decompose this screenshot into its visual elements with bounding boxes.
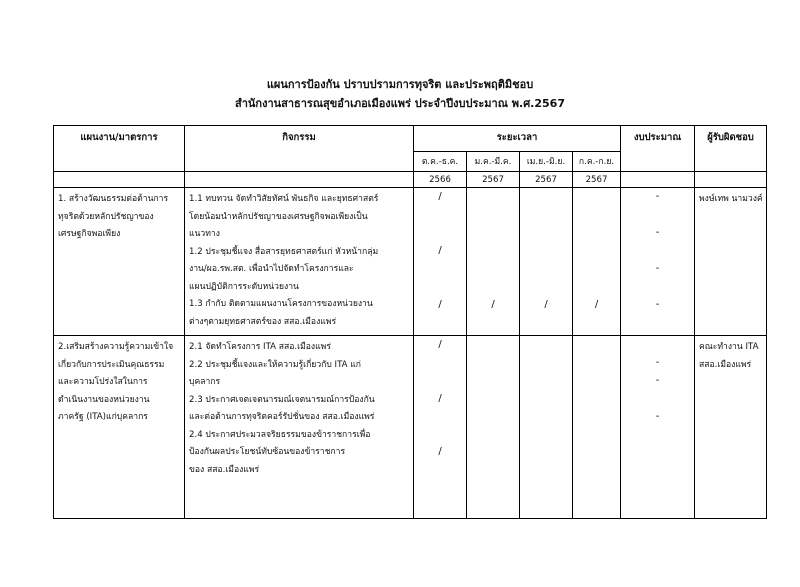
period-year-q2: 2567 bbox=[467, 172, 520, 188]
check-mark: / bbox=[438, 339, 442, 350]
budget-dash: - bbox=[655, 299, 660, 310]
responsible-text: คณะทำงาน ITA สสอ.เมืองแพร่ bbox=[699, 342, 759, 370]
period-cell-q2 bbox=[467, 188, 520, 336]
check-mark: / bbox=[594, 299, 599, 310]
period-q4: ก.ค.-ก.ย. bbox=[573, 152, 621, 172]
header-responsible: ผู้รับผิดชอบ bbox=[695, 126, 767, 172]
activity-cell bbox=[185, 188, 414, 336]
period-cell-q4 bbox=[573, 188, 621, 336]
document-title: แผนการป้องกัน ปราบปรามการทุจริต และประพฤติมิชอบ bbox=[266, 78, 534, 91]
activity-item: 1.1 ทบทวน จัดทำวิสัยทัศน์ พันธกิจ และยุทธศาสตร์ โดยน้อมนำหลักปรัชญาของเศรษฐกิจพอเพียงเป็น แนวทาง bbox=[189, 194, 379, 239]
period-q2: ม.ค.-มี.ค. bbox=[467, 152, 520, 172]
header-budget: งบประมาณ bbox=[621, 126, 695, 172]
period-cell-q3 bbox=[520, 336, 573, 519]
activity-item: 2.4 ประกาศประมวลจริยธรรมของข้าราชการเพื่อ ป้องกันผลประโยชน์ทับซ้อนของข้าราชการ ของ สสอ.เมืองแพร่ bbox=[189, 429, 371, 475]
check-mark: / bbox=[438, 191, 442, 202]
plan-cell bbox=[54, 188, 185, 336]
responsible-cell bbox=[695, 336, 767, 519]
header-plan: แผนงาน/มาตรการ bbox=[54, 126, 185, 172]
budget-cell bbox=[621, 188, 695, 336]
period-q3: เม.ย.-มิ.ย. bbox=[520, 152, 573, 172]
period-year-q1: 2566 bbox=[414, 172, 467, 188]
table-row bbox=[54, 336, 767, 519]
activity-item: 1.2 ประชุมชี้แจง สื่อสารยุทธศาสตร์แก่ หัวหน้ากลุ่ม งาน/ผอ.รพ.สต. เพื่อนำไปจัดทำโครงการและ แผนปฏิบัติการระดับหน่วยงาน bbox=[189, 246, 379, 292]
plan-cell bbox=[54, 336, 185, 519]
activity-cell bbox=[185, 336, 414, 519]
period-year-q3: 2567 bbox=[520, 172, 573, 188]
budget-dash: - bbox=[655, 263, 660, 274]
activity-item: 2.3 ประกาศเจตเจตนารมณ์เจตนารมณ์การป้องกัน และต่อต้านการทุจริตคอร์รัปชั่นของ สสอ.เมืองแพร่ bbox=[189, 394, 375, 422]
check-mark: / bbox=[438, 245, 442, 256]
budget-dash: - bbox=[655, 357, 660, 368]
check-mark: / bbox=[544, 299, 548, 310]
check-mark: / bbox=[438, 299, 442, 310]
period-year-q4: 2567 bbox=[573, 172, 621, 188]
period-q1: ต.ค.-ธ.ค. bbox=[414, 152, 467, 172]
period-cell-q2 bbox=[467, 336, 520, 519]
responsible-text: พงษ์เทพ นามวงค์ bbox=[699, 194, 763, 204]
check-mark: / bbox=[491, 299, 495, 310]
period-cell-q4 bbox=[573, 336, 621, 519]
activity-item: 2.1 จัดทำโครงการ ITA สสอ.เมืองแพร่ bbox=[189, 342, 331, 352]
header-activity: กิจกรรม bbox=[185, 126, 414, 172]
budget-cell bbox=[621, 336, 695, 519]
activity-item: 2.2 ประชุมชี้แจงและให้ความรู้เกี่ยวกับ ITA แก่ บุคลากร bbox=[189, 359, 362, 387]
budget-dash: - bbox=[655, 411, 660, 422]
period-cell-q1 bbox=[414, 336, 467, 519]
period-cell-q3 bbox=[520, 188, 573, 336]
budget-dash: - bbox=[655, 375, 660, 386]
plan-text: 1. สร้างวัฒนธรรมต่อต้านการ ทุจริตด้วยหลักปรัชญาของ เศรษฐกิจพอเพียง bbox=[58, 194, 169, 239]
budget-dash: - bbox=[655, 227, 660, 238]
table-row bbox=[54, 188, 767, 336]
responsible-cell bbox=[695, 188, 767, 336]
plan-text: 2.เสริมสร้างความรู้ความเข้าใจ เกี่ยวกับการประเมินคุณธรรม และความโปร่งใสในการ ดำเนินงานของหน่วยงาน ภาครัฐ (ITA)แก่บุคลากร bbox=[58, 342, 174, 422]
check-mark: / bbox=[438, 393, 442, 404]
check-mark: / bbox=[438, 446, 442, 457]
header-period: ระยะเวลา bbox=[414, 126, 621, 152]
plan-table bbox=[53, 125, 767, 519]
document-subtitle: สำนักงานสาธารณสุขอำเภอเมืองแพร่ ประจำปีงบประมาณ พ.ศ.2567 bbox=[235, 97, 565, 110]
budget-dash: - bbox=[655, 191, 660, 202]
activity-item: 1.3 กำกับ ติดตามแผนงานโครงการของหน่วยงาน ต่างๆตามยุทธศาสตร์ของ สสอ.เมืองแพร่ bbox=[189, 299, 373, 327]
period-cell-q1 bbox=[414, 188, 467, 336]
